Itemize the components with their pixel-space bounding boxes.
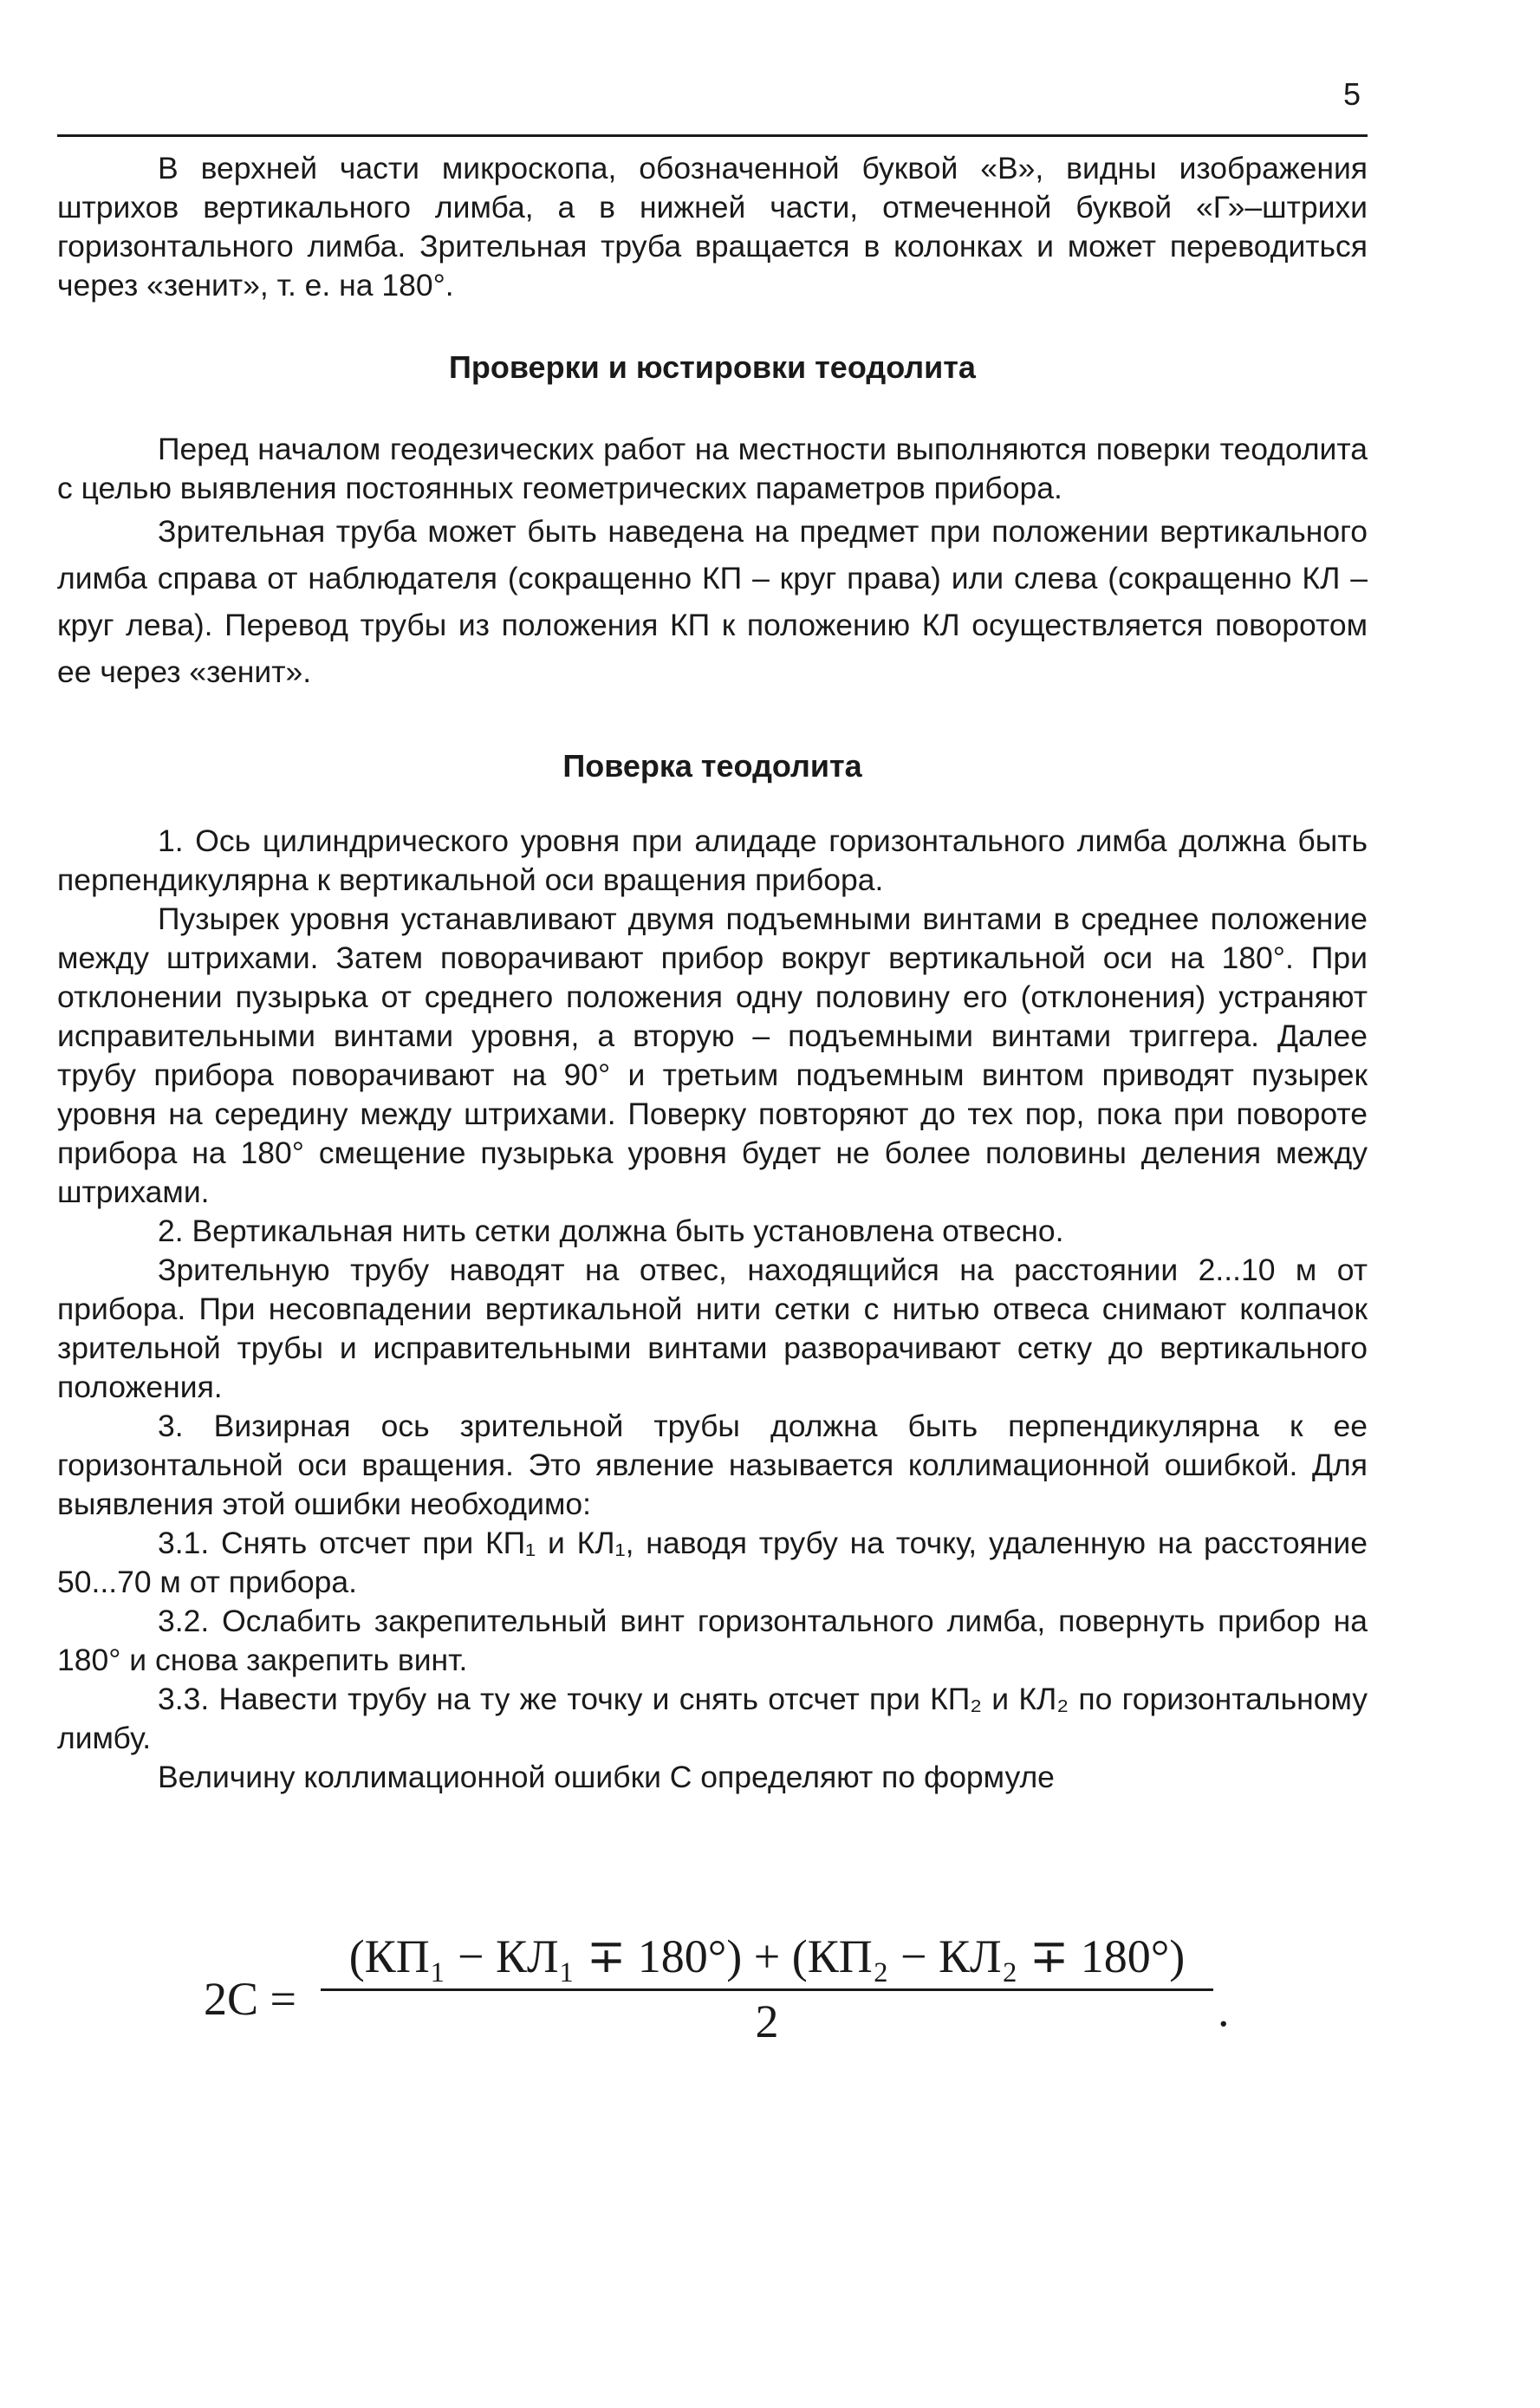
paragraph-check-2: 2. Вертикальная нить сетки должна быть установлена отвесно. [158, 1214, 1064, 1248]
paragraph-telescope-positions: Зрительная труба может быть наведена на предмет при положении вертикального лимба справа от наблюдателя (сокращенно КП – круг права) или слева (сокращенно КЛ – круг лева). Перевод трубы из положения КП к положению КЛ осуществляется поворотом ее через «зенит». [57, 514, 1368, 689]
paragraph-check-3: 3. Визирная ось зрительной трубы должна быть перпендикулярна к ее горизонтальной оси вращения. Это явление называется коллимационной ошибкой. Для выявления этой ошибки необходимо: [57, 1409, 1368, 1521]
paragraph-step-3-2: 3.2. Ослабить закрепительный винт горизонтального лимба, повернуть прибор на 180° и снова закрепить винт. [57, 1604, 1368, 1677]
formula-lhs: 2C = [204, 1973, 296, 2025]
paragraph-check-1-procedure: Пузырек уровня устанавливают двумя подъемными винтами в среднее положение между штрихами. Затем поворачивают прибор вокруг вертикальной оси на 180°. При отклонении пузырька от среднего положения одну половину его (отклонения) устраняют исправительными винтами уровня, а вторую – подъемными винтами триггера. Далее трубу прибора поворачивают на 90° и третьим подъемным винтом приводят пузырек уровня на середину между штрихами. Поверку повторяют до тех пор, пока при повороте прибора на 180° смещение пузырька уровня будет не более половины деления между штрихами. [57, 901, 1368, 1209]
paragraph-step-3-1: 3.1. Снять отсчет при КП₁ и КЛ₁, наводя трубу на точку, удаленную на расстояние 50...70 м от прибора. [57, 1526, 1368, 1599]
paragraph-check-1: 1. Ось цилиндрического уровня при алидаде горизонтального лимба должна быть перпендикулярна к вертикальной оси вращения прибора. [57, 823, 1368, 897]
paragraph-step-3-3: 3.3. Навести трубу на ту же точку и снять отсчет при КП₂ и КЛ₂ по горизонтальному лимбу. [57, 1682, 1368, 1755]
header-rule [57, 134, 1368, 137]
paragraph-check-2-procedure: Зрительную трубу наводят на отвес, находящийся на расстоянии 2...10 м от прибора. При несовпадении вертикальной нити сетки с нитью отвеса снимают колпачок зрительной трубы и исправительными винтами разворачивают сетку до вертикального положения. [57, 1253, 1368, 1404]
formula-numerator: (КП₁ − КЛ₁ ∓ 180°) + (КП₂ − КЛ₂ ∓ 180°) [348, 1930, 1186, 1982]
formula-denominator: 2 [755, 1995, 779, 2047]
collimation-formula [204, 1923, 1230, 2070]
intro-paragraph: В верхней части микроскопа, обозначенной буквой «В», видны изображения штрихов вертикального лимба, а в нижней части, отмеченной буквой «Г»–штрихи горизонтального лимба. Зрительная труба вращается в колонках и может переводиться через «зенит», т. е. на 180°. [57, 151, 1368, 303]
paragraph-checks-intro: Перед началом геодезических работ на местности выполняются поверки теодолита с целью выявления постоянных геометрических параметров прибора. [57, 432, 1368, 505]
page-number: 5 [1343, 76, 1361, 112]
formula-fraction [321, 1923, 1213, 2052]
section-title-verification: Поверка теодолита [562, 748, 862, 784]
formula-end-mark: . [1218, 1984, 1230, 2036]
page-content [57, 149, 1368, 1797]
section-title-checks: Проверки и юстировки теодолита [449, 349, 976, 385]
paragraph-formula-intro: Величину коллимационной ошибки С определяют по формуле [158, 1760, 1055, 1794]
